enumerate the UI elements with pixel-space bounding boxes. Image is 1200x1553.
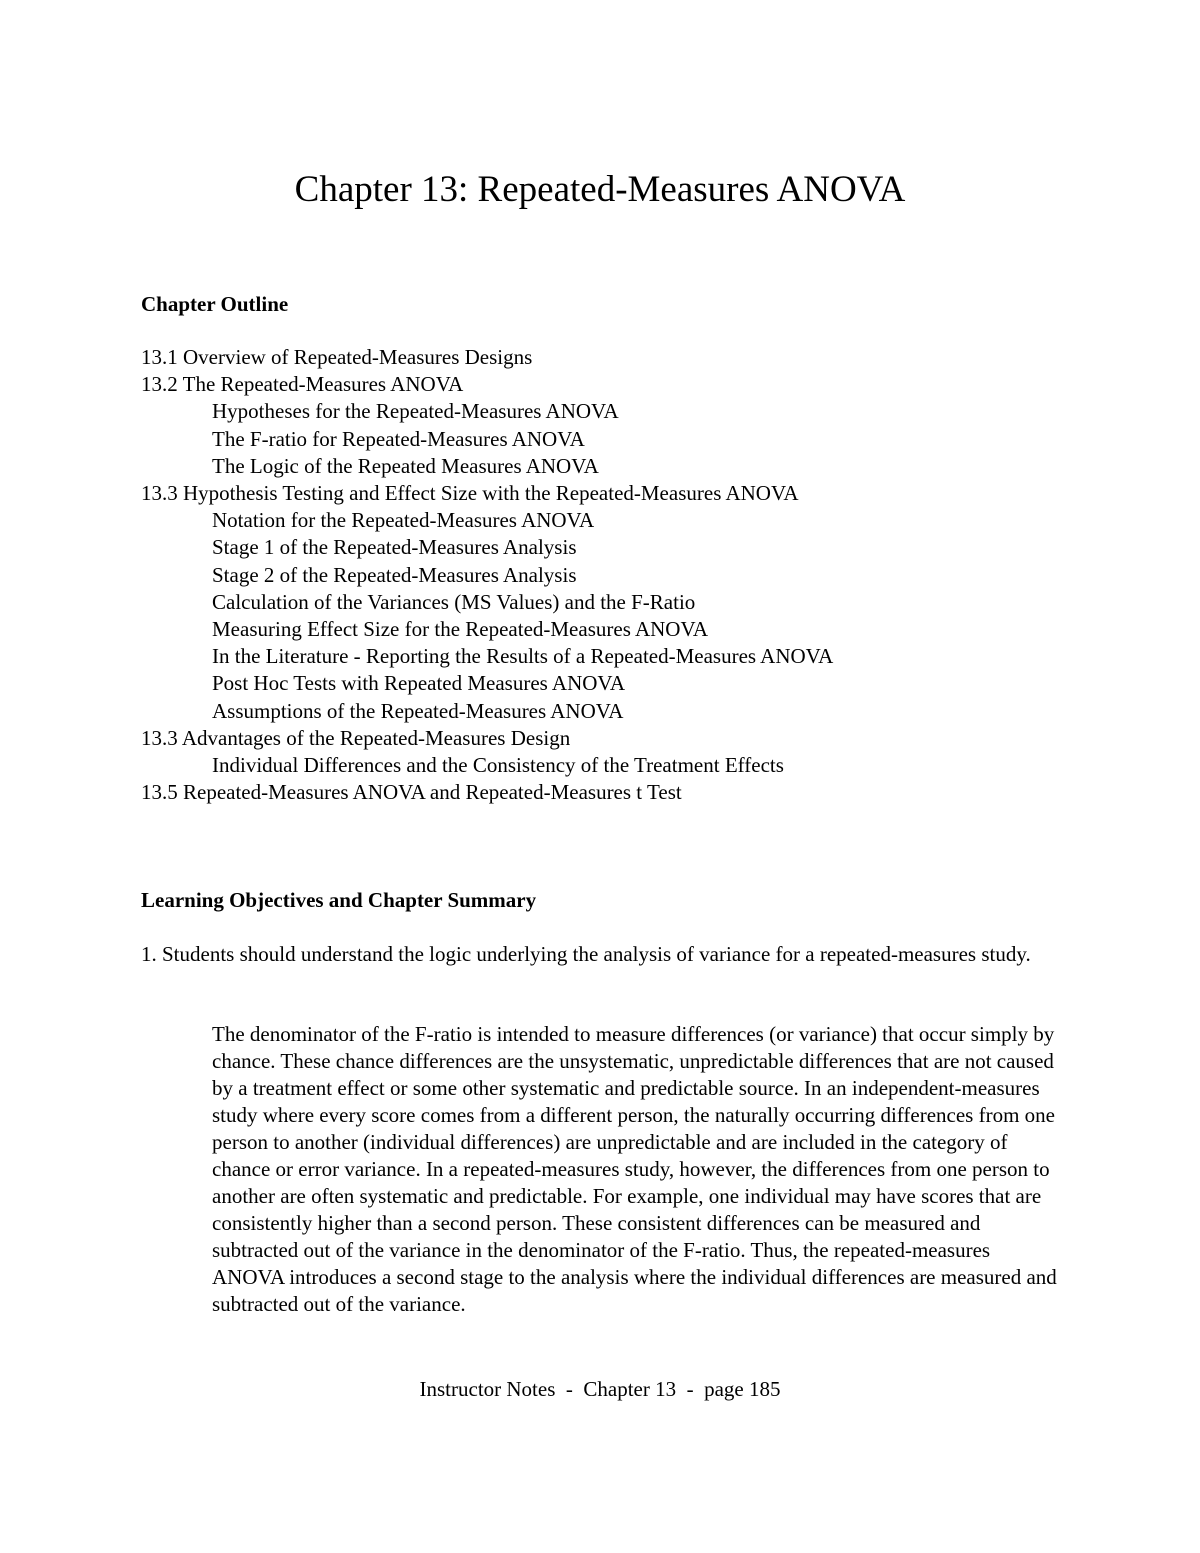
outline-section-item: 13.3 Hypothesis Testing and Effect Size with the Repeated-Measures ANOVA	[141, 481, 799, 506]
outline-subsection-item: Stage 1 of the Repeated-Measures Analysis	[212, 535, 577, 560]
outline-subsection-item: The F-ratio for Repeated-Measures ANOVA	[212, 426, 585, 451]
outline-subsection-item: Assumptions of the Repeated-Measures ANOVA	[212, 698, 624, 723]
learning-objectives-heading: Learning Objectives and Chapter Summary	[141, 888, 537, 912]
outline-subsection-item: Post Hoc Tests with Repeated Measures ANOVA	[212, 671, 626, 696]
outline-subsection-item: Notation for the Repeated-Measures ANOVA	[212, 508, 595, 533]
outline-section-item: 13.3 Advantages of the Repeated-Measures Design	[141, 725, 571, 750]
chapter-outline-list	[141, 344, 1101, 806]
objective-1-paragraph: The denominator of the F-ratio is intended to measure differences (or variance) that occur simply by chance. These chance differences are the unsystematic, unpredictable differences that are not caused by a treatment effect or some other systematic and predictable source. In an independent-measures study where every score comes from a different person, the naturally occurring differences from one person to another (individual differences) are unpredictable and are included in the category of chance or error variance. In a repeated-measures study, however, the differences from one person to another are often systematic and predictable. For example, one individual may have scores that are consistently higher than a second person. These consistent differences can be measured and subtracted out of the variance in the denominator of the F-ratio. Thus, the repeated-measures ANOVA introduces a second stage to the analysis where the individual differences are measured and subtracted out of the variance.	[212, 1022, 1057, 1316]
outline-section-item: 13.2 The Repeated-Measures ANOVA	[141, 372, 464, 397]
outline-section-item: 13.1 Overview of Repeated-Measures Designs	[141, 345, 533, 369]
outline-subsection-item: Individual Differences and the Consistency of the Treatment Effects	[212, 753, 784, 778]
learning-objective-1: 1. Students should understand the logic underlying the analysis of variance for a repeated-measures study.	[141, 942, 1031, 966]
chapter-title: Chapter 13: Repeated-Measures ANOVA	[294, 169, 906, 210]
outline-subsection-item: In the Literature - Reporting the Results of a Repeated-Measures ANOVA	[212, 644, 834, 669]
outline-subsection-item: Stage 2 of the Repeated-Measures Analysis	[212, 562, 577, 587]
outline-subsection-item: Measuring Effect Size for the Repeated-Measures ANOVA	[212, 617, 709, 642]
chapter-outline-heading: Chapter Outline	[141, 292, 289, 316]
outline-section-item: 13.5 Repeated-Measures ANOVA and Repeated-Measures t Test	[141, 780, 682, 805]
outline-subsection-item: The Logic of the Repeated Measures ANOVA	[212, 453, 599, 478]
outline-subsection-item: Calculation of the Variances (MS Values) and the F-Ratio	[212, 589, 696, 614]
outline-subsection-item: Hypotheses for the Repeated-Measures ANOVA	[212, 399, 619, 424]
page-footer: Instructor Notes - Chapter 13 - page 185	[419, 1377, 781, 1401]
